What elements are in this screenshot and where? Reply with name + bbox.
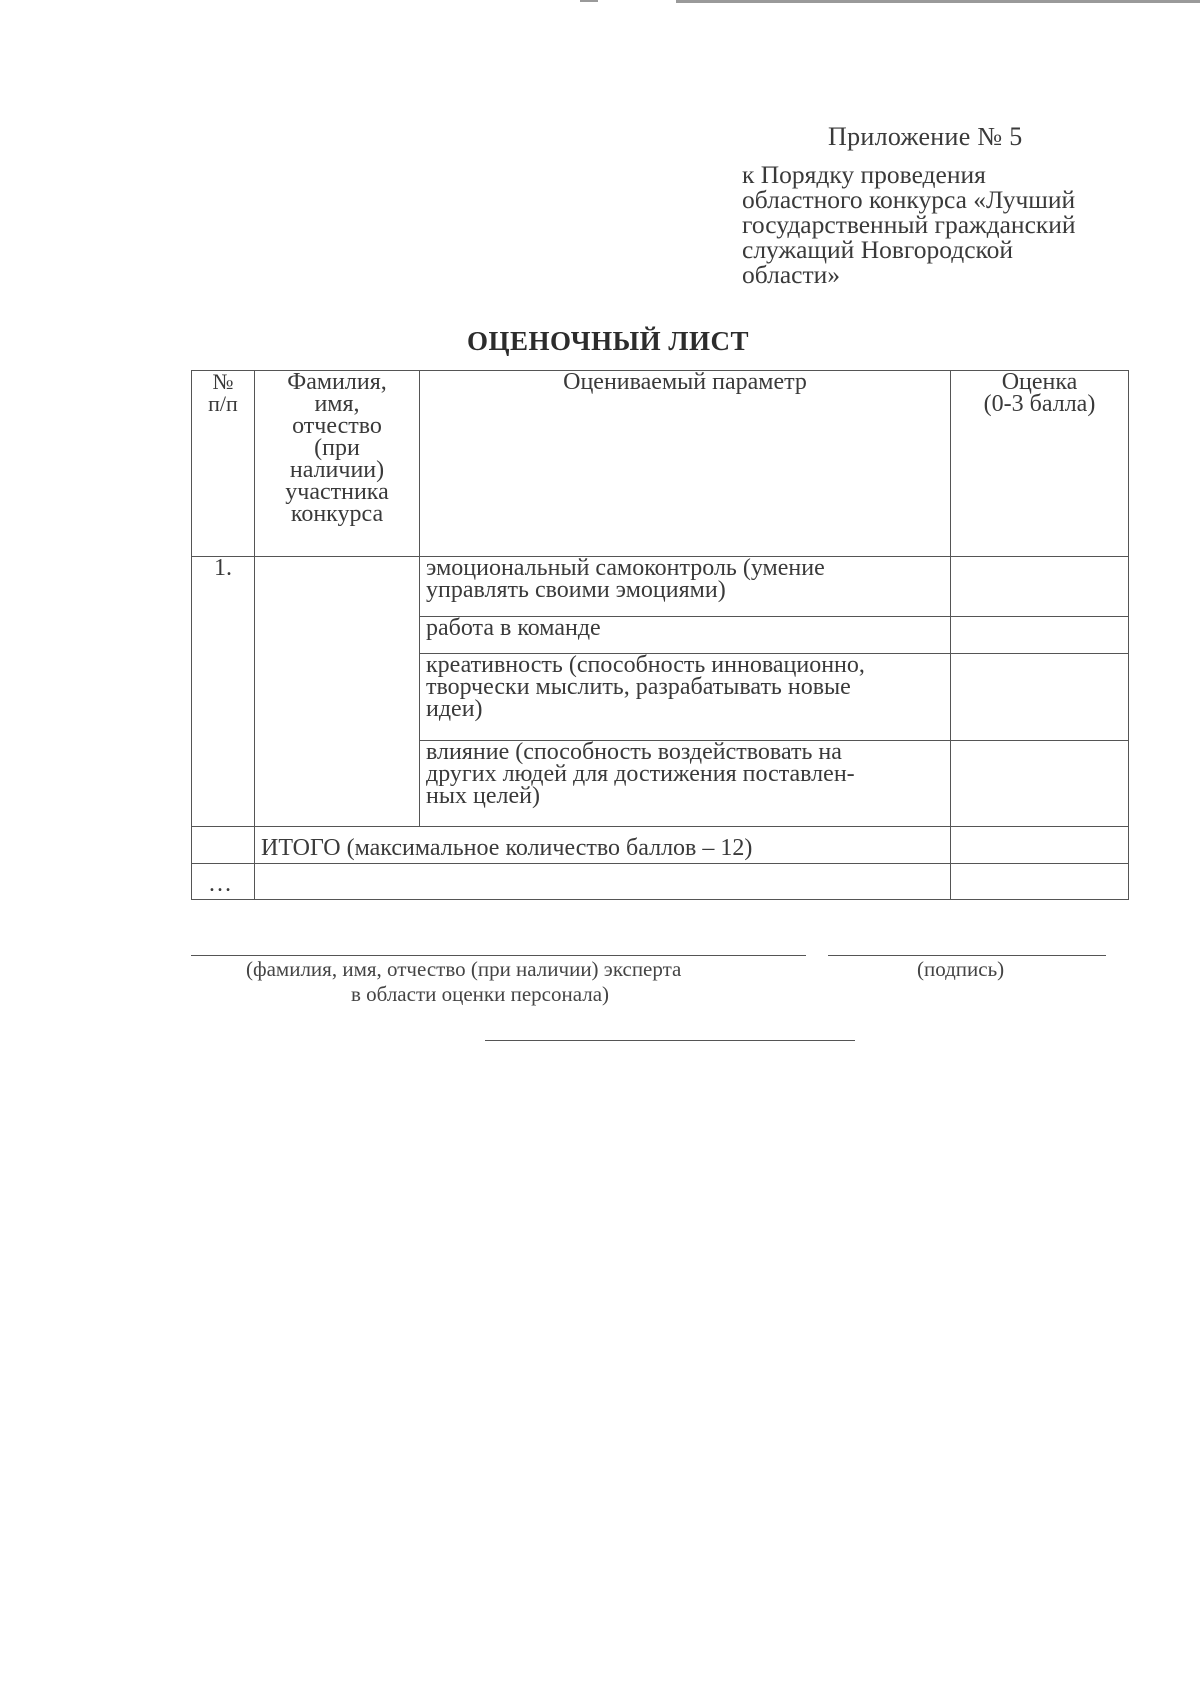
expert-name-caption-2: в области оценки персонала) xyxy=(351,982,610,1006)
score-cell[interactable] xyxy=(951,654,1129,741)
signature-line[interactable] xyxy=(828,955,1106,956)
total-label: ИТОГО (максимальное количество баллов – 12) xyxy=(255,827,951,864)
parameter-line: идеи) xyxy=(426,696,483,722)
parameter-line: эмоциональный самоконтроль (умение xyxy=(426,555,825,581)
table-row xyxy=(192,557,1129,617)
parameter-line: других людей для достижения поставлен- xyxy=(426,761,855,787)
header-name-line: отчество xyxy=(292,413,382,439)
parameter-cell xyxy=(420,741,951,827)
appendix-line: к Порядку проведения xyxy=(742,160,986,189)
parameter-cell xyxy=(420,617,951,654)
expert-name-caption: (фамилия, имя, отчество (при наличии) эксперта xyxy=(246,957,682,981)
header-number xyxy=(192,371,255,557)
appendix-line: служащий Новгородской xyxy=(742,235,1014,264)
header-score xyxy=(951,371,1129,557)
score-cell[interactable] xyxy=(951,617,1129,654)
participant-name-cell[interactable] xyxy=(255,557,420,827)
parameter-line: ных целей) xyxy=(426,783,540,809)
signature-caption: (подпись) xyxy=(917,957,1005,981)
total-score-cell[interactable] xyxy=(951,827,1129,864)
header-score-line: Оценка xyxy=(1001,369,1078,395)
document-title-text: ОЦЕНОЧНЫЙ ЛИСТ xyxy=(466,326,750,356)
score-cell[interactable] xyxy=(951,557,1129,617)
header-name-line: Фамилия, xyxy=(287,369,387,395)
date-line[interactable] xyxy=(485,1040,855,1041)
evaluation-table xyxy=(191,370,1129,900)
parameter-cell xyxy=(420,654,951,741)
scan-edge-mark xyxy=(676,0,1200,3)
parameter-line: управлять своими эмоциями) xyxy=(426,577,726,603)
header-name-line: участника xyxy=(285,479,389,505)
parameter-line: работа в команде xyxy=(426,615,601,641)
header-name-line: имя, xyxy=(314,391,360,417)
continuation-cell[interactable] xyxy=(255,864,951,900)
appendix-number: Приложение № 5 xyxy=(828,122,1023,151)
appendix-reference xyxy=(742,162,1162,287)
header-name-line: (при xyxy=(314,435,360,461)
row-number-cell: 1. xyxy=(192,557,255,827)
continuation-marker: … xyxy=(192,864,255,900)
header-parameter: Оцениваемый параметр xyxy=(420,371,951,557)
parameter-line: творчески мыслить, разрабатывать новые xyxy=(426,674,851,700)
parameter-line: влияние (способность воздействовать на xyxy=(426,739,842,765)
header-number-line: № xyxy=(212,369,234,394)
continuation-row xyxy=(192,864,1129,900)
scan-edge-mark xyxy=(580,0,598,2)
score-cell[interactable] xyxy=(951,741,1129,827)
continuation-score-cell[interactable] xyxy=(951,864,1129,900)
total-number-cell xyxy=(192,827,255,864)
appendix-line: областного конкурса «Лучший xyxy=(742,185,1076,214)
header-participant-name xyxy=(255,371,420,557)
appendix-line: области» xyxy=(742,260,840,289)
header-number-line: п/п xyxy=(208,391,238,416)
parameter-line: креативность (способность инновационно, xyxy=(426,652,865,678)
header-name-line: наличии) xyxy=(289,457,385,483)
table-header-row xyxy=(192,371,1129,557)
expert-name-line[interactable] xyxy=(191,955,806,956)
header-name-line: конкурса xyxy=(290,501,384,527)
document-title xyxy=(0,326,1200,357)
header-score-line: (0-3 балла) xyxy=(983,391,1096,417)
total-row xyxy=(192,827,1129,864)
appendix-line: государственный гражданский xyxy=(742,210,1076,239)
parameter-cell xyxy=(420,557,951,617)
